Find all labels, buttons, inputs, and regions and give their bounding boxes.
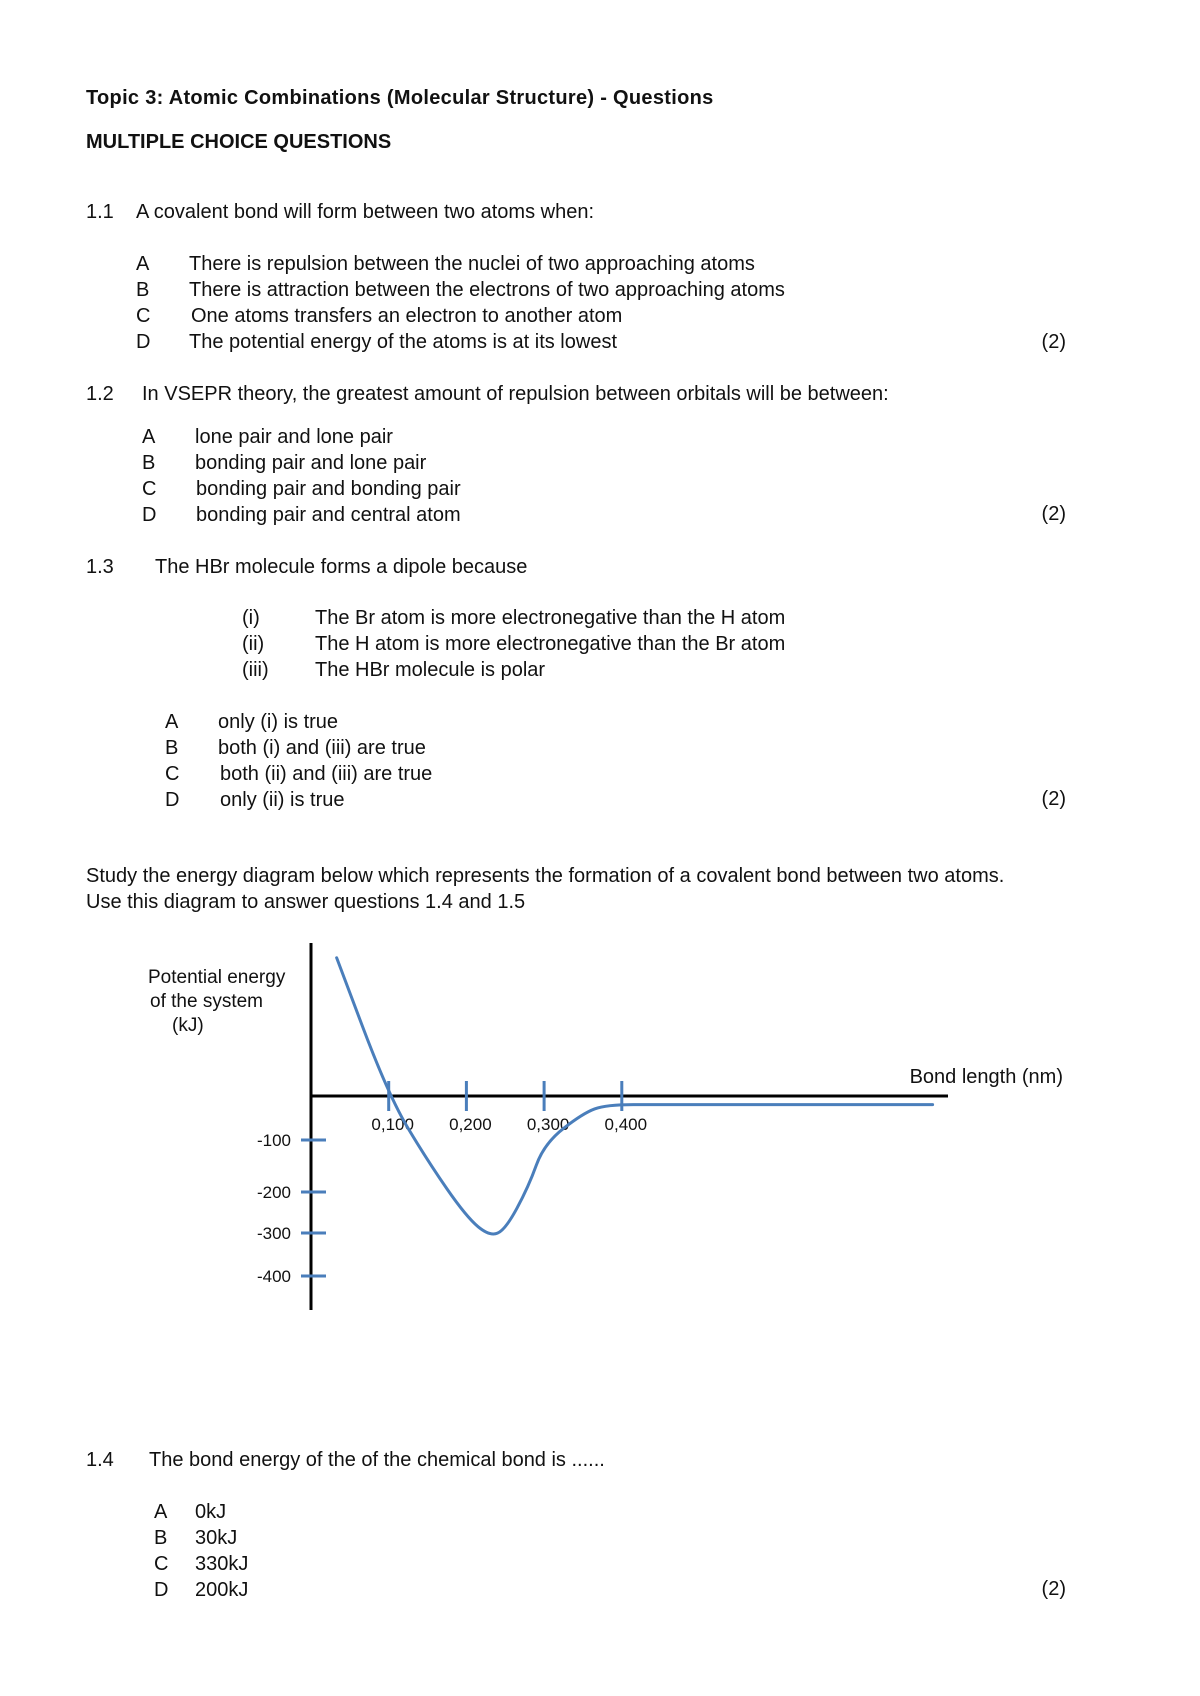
- q1-2-option-letter: C: [142, 478, 157, 500]
- page-title: Topic 3: Atomic Combinations (Molecular Structure) - Questions: [86, 87, 714, 109]
- q1-2-option-letter: D: [142, 504, 157, 526]
- q1-1-number: 1.1: [86, 201, 114, 223]
- q1-4-option-text: 30kJ: [195, 1527, 238, 1549]
- y-tick-label: -200: [256, 1183, 291, 1202]
- q1-2-option-text: lone pair and lone pair: [195, 426, 393, 448]
- q1-1-option-text: One atoms transfers an electron to another atom: [191, 305, 623, 327]
- x-axis-label: Bond length (nm): [909, 1066, 1063, 1088]
- q1-2-stem: In VSEPR theory, the greatest amount of repulsion between orbitals will be between:: [142, 383, 889, 405]
- q1-2-number: 1.2: [86, 383, 114, 405]
- q1-3-statement-numeral: (i): [242, 607, 260, 629]
- q1-3-stem: The HBr molecule forms a dipole because: [155, 556, 528, 578]
- q1-3-option-letter: C: [165, 763, 180, 785]
- q1-4-option-letter: B: [154, 1527, 168, 1549]
- q1-3-option-text: only (i) is true: [218, 711, 339, 733]
- q1-1-option-letter: D: [136, 331, 151, 353]
- q1-1-option-letter: A: [136, 253, 150, 275]
- q1-3-option-text: only (ii) is true: [220, 789, 345, 811]
- q1-3-number: 1.3: [86, 556, 114, 578]
- q1-3-statement-numeral: (iii): [242, 659, 269, 681]
- y-axis-label: of the system: [150, 991, 263, 1012]
- q1-4-option-letter: A: [154, 1501, 168, 1523]
- q1-2-marks: (2): [1041, 503, 1066, 525]
- q1-1-option-text: There is repulsion between the nuclei of two approaching atoms: [189, 253, 755, 275]
- y-tick-label: -400: [256, 1267, 291, 1286]
- q1-3-marks: (2): [1041, 788, 1066, 810]
- y-tick-label: -100: [256, 1131, 291, 1150]
- q1-1-marks: (2): [1041, 331, 1066, 353]
- q1-2-option-letter: B: [142, 452, 156, 474]
- x-tick-label: 0,300: [526, 1115, 570, 1134]
- q1-3-option-text: both (i) and (iii) are true: [218, 737, 426, 759]
- x-tick-label: 0,200: [449, 1115, 492, 1134]
- q1-3-statement-text: The HBr molecule is polar: [315, 659, 546, 681]
- diagram-intro-line-1: Study the energy diagram below which represents the formation of a covalent bond between two atoms.: [86, 865, 1005, 887]
- q1-4-option-text: 0kJ: [195, 1501, 227, 1523]
- q1-4-option-text: 200kJ: [195, 1579, 249, 1601]
- q1-1-option-letter: B: [136, 279, 150, 301]
- q1-1-option-text: The potential energy of the atoms is at its lowest: [189, 331, 617, 353]
- q1-3-statement-text: The H atom is more electronegative than the Br atom: [315, 633, 786, 655]
- q1-3-option-letter: A: [165, 711, 179, 733]
- diagram-intro-line-2: Use this diagram to answer questions 1.4 and 1.5: [86, 891, 526, 913]
- x-tick-label: 0,400: [604, 1115, 648, 1134]
- q1-3-option-letter: D: [165, 789, 180, 811]
- q1-4-option-text: 330kJ: [195, 1553, 249, 1575]
- q1-1-option-letter: C: [136, 305, 151, 327]
- q1-2-option-text: bonding pair and lone pair: [195, 452, 427, 474]
- q1-4-number: 1.4: [86, 1449, 114, 1471]
- q1-3-option-text: both (ii) and (iii) are true: [220, 763, 433, 785]
- q1-2-option-letter: A: [142, 426, 156, 448]
- q1-1-stem: A covalent bond will form between two atoms when:: [136, 201, 595, 223]
- y-tick-label: -300: [256, 1224, 291, 1243]
- q1-3-statement-text: The Br atom is more electronegative than the H atom: [315, 607, 786, 629]
- q1-1-option-text: There is attraction between the electrons of two approaching atoms: [189, 279, 785, 301]
- y-axis-label: Potential energy: [148, 967, 286, 988]
- q1-4-marks: (2): [1041, 1578, 1066, 1600]
- q1-4-stem: The bond energy of the of the chemical bond is ......: [149, 1449, 605, 1471]
- q1-4-option-letter: C: [154, 1553, 169, 1575]
- q1-3-statement-numeral: (ii): [242, 633, 265, 655]
- q1-2-option-text: bonding pair and bonding pair: [196, 478, 461, 500]
- q1-2-option-text: bonding pair and central atom: [196, 504, 461, 526]
- x-tick-label: 0,100: [371, 1115, 414, 1134]
- section-heading: MULTIPLE CHOICE QUESTIONS: [86, 131, 392, 153]
- y-axis-label: (kJ): [172, 1015, 204, 1036]
- q1-4-option-letter: D: [154, 1579, 169, 1601]
- q1-3-option-letter: B: [165, 737, 179, 759]
